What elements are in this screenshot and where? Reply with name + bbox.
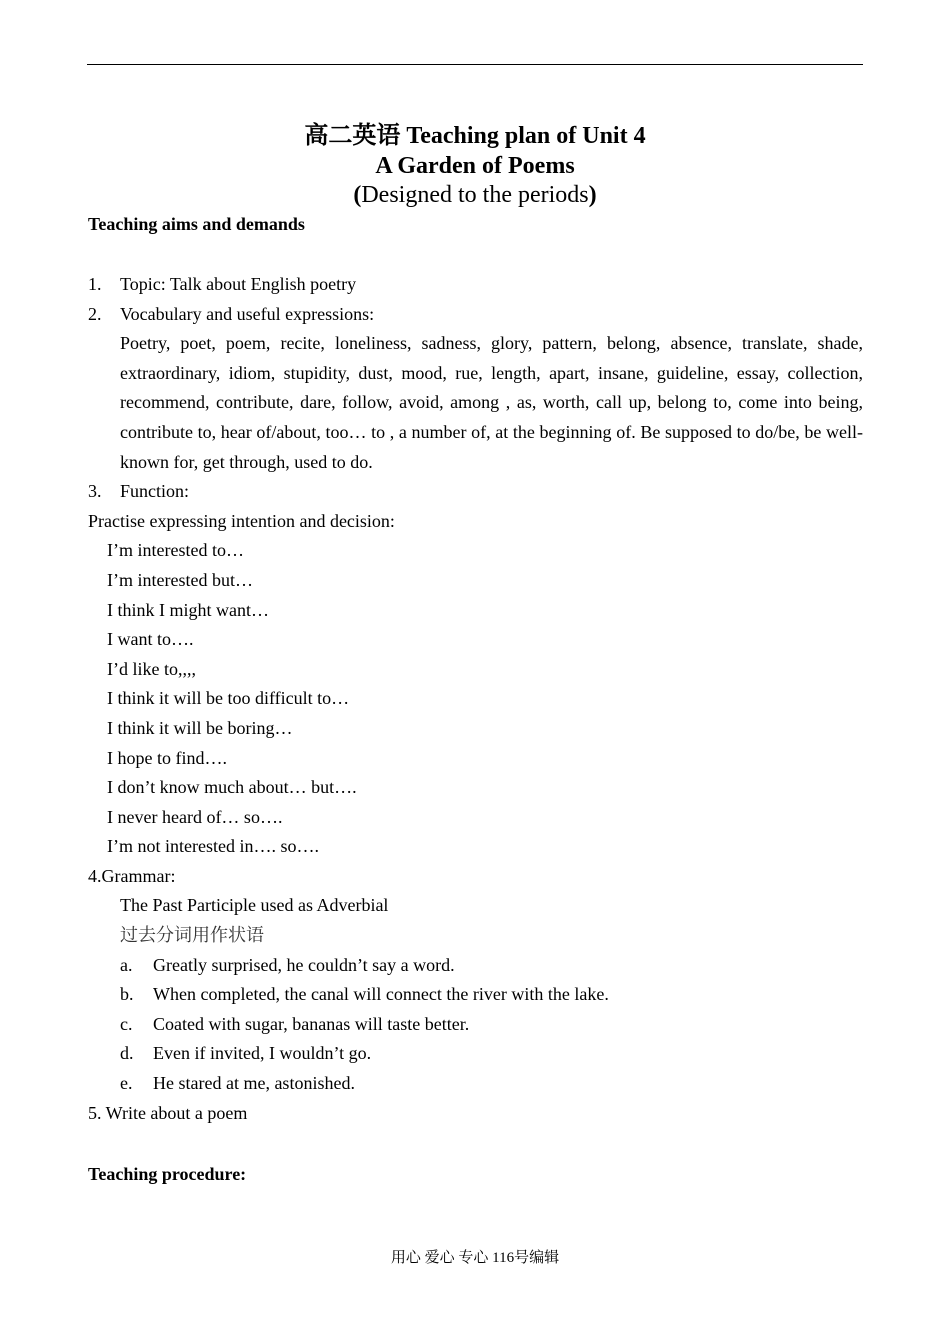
example-label: e. (120, 1073, 133, 1094)
function-phrase: I think it will be too difficult to… (107, 688, 350, 709)
function-phrase: I don’t know much about… but…. (107, 777, 357, 798)
function-phrase: I’m interested to… (107, 540, 244, 561)
function-phrases (88, 536, 863, 862)
example-text: When completed, the canal will connect the river with the lake. (153, 984, 609, 1005)
example-label: a. (120, 954, 133, 975)
item-function: 3. Function: (88, 481, 190, 502)
example-label: b. (120, 984, 134, 1005)
title-line-3: (Designed to the periods) (353, 182, 597, 208)
function-phrase: I’d like to,,,, (107, 658, 196, 679)
example-text: He stared at me, astonished. (153, 1073, 355, 1094)
example-label: c. (120, 1013, 133, 1034)
grammar-example (88, 951, 863, 981)
function-phrase: I’m not interested in…. so…. (107, 836, 319, 857)
item-write: 5. Write about a poem (88, 1102, 248, 1123)
title-line-1: 高二英语 Teaching plan of Unit 4 (304, 123, 646, 149)
aims-heading: Teaching aims and demands (88, 214, 305, 234)
item-grammar: 4.Grammar: (88, 865, 176, 886)
title-line-2: A Garden of Poems (375, 153, 575, 179)
function-phrase: I think I might want… (107, 599, 269, 620)
aims-body (88, 270, 863, 1128)
function-phrase: I never heard of… so…. (107, 806, 283, 827)
function-phrase: I’m interested but… (107, 569, 253, 590)
grammar-example (88, 1039, 863, 1069)
item-vocab: 2. Vocabulary and useful expressions: (88, 303, 375, 324)
header-rule (87, 64, 863, 65)
procedure-heading: Teaching procedure: (88, 1164, 247, 1184)
grammar-example (88, 1069, 863, 1099)
grammar-topic: The Past Participle used as Adverbial (120, 895, 389, 916)
example-text: Even if invited, I wouldn’t go. (153, 1043, 372, 1064)
example-text: Greatly surprised, he couldn’t say a word. (153, 954, 455, 975)
example-text: Coated with sugar, bananas will taste better. (153, 1013, 470, 1034)
example-label: d. (120, 1043, 134, 1064)
function-intro: Practise expressing intention and decision: (88, 510, 395, 531)
function-phrase: I hope to find…. (107, 747, 227, 768)
grammar-examples (88, 951, 863, 1099)
item-topic: 1. Topic: Talk about English poetry (88, 274, 357, 294)
grammar-topic-cn: 过去分词用作状语 (120, 925, 264, 946)
function-phrase: I think it will be boring… (107, 717, 293, 738)
grammar-example (88, 1010, 863, 1040)
page-footer: 用心 爱心 专心 116号编辑 (390, 1250, 560, 1266)
function-phrase: I want to…. (107, 629, 194, 650)
grammar-example (88, 980, 863, 1010)
vocab-list: Poetry, poet, poem, recite, loneliness, sadness, glory, pattern, belong, absence, translate, shade, extraordinary, idiom, stupidity, dust, mood, rue, length, apart, insane, guideline, essay, collection, recommend, contribute, dare, follow, avoid, among , as, worth, call up, belong to, come into being, contribute to, hear of/about, too… to , a number of, at the beginning of. Be supposed to do/be, be well-known for, get through, used to do. (120, 333, 863, 472)
